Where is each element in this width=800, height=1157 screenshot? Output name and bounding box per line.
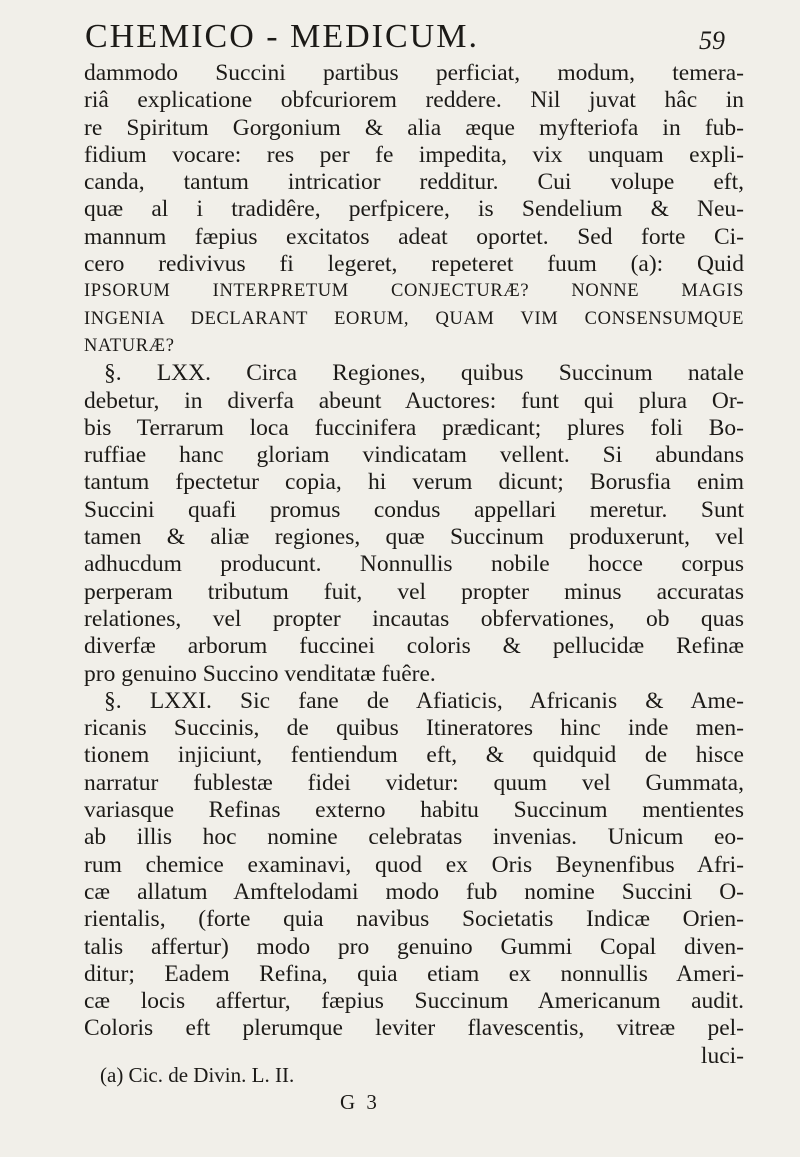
- text-line: ditur; Eadem Refina, quia etiam ex nonnullis Ameri-: [84, 960, 744, 987]
- catchword: luci-: [700, 1042, 744, 1069]
- text-line: cæ allatum Amftelodami modo fub nomine Succini O-: [84, 878, 744, 905]
- text-line: canda, tantum intricatior redditur. Cui volupe eft,: [84, 169, 744, 196]
- footnote: (a) Cic. de Divin. L. II.: [100, 1063, 295, 1087]
- text-line: §. LXXI. Sic fane de Afiaticis, Africanis & Ame-: [104, 687, 744, 714]
- text-line: §. LXX. Circa Regiones, quibus Succinum natale: [104, 360, 744, 387]
- text-line: cæ locis affertur, fæpius Succinum Americanum audit.: [84, 988, 744, 1015]
- signature-mark: G 3: [340, 1090, 380, 1114]
- text-line: debetur, in diverfa abeunt Auctores: funt qui plura Or-: [84, 387, 744, 414]
- text-line: tionem injiciunt, fentiendum eft, & quidquid de hisce: [84, 742, 744, 769]
- text-line: riâ explicatione obfcuriorem reddere. Nil juvat hâc in: [84, 87, 744, 114]
- text-line: relationes, vel propter incautas obfervationes, ob quas: [84, 605, 744, 632]
- text-line: Succini quafi promus condus appellari meretur. Sunt: [84, 496, 744, 523]
- text-line: fidium vocare: res per fe impedita, vix unquam expli-: [84, 141, 744, 168]
- text-line: rum chemice examinavi, quod ex Oris Beynenfibus Afri-: [84, 851, 744, 878]
- text-line: perperam tributum fuit, vel propter minus accuratas: [84, 578, 744, 605]
- text-line: adhucdum producunt. Nonnullis nobile hocce corpus: [84, 551, 744, 578]
- running-title: CHEMICO - MEDICUM.: [85, 18, 479, 55]
- page-number: 59: [699, 26, 725, 55]
- text-line: variasque Refinas externo habitu Succinum mentientes: [84, 797, 744, 824]
- text-line: rientalis, (forte quia navibus Societatis Indicæ Orien-: [84, 906, 744, 933]
- text-line: Coloris eft plerumque leviter flavescentis, vitreæ pel-: [84, 1015, 744, 1042]
- text-line: bis Terrarum loca fuccinifera prædicant; plures foli Bo-: [84, 414, 744, 441]
- text-line: IPSORUM INTERPRETUM CONJECTURÆ? NONNE MAGIS: [84, 281, 744, 302]
- text-line: INGENIA DECLARANT EORUM, QUAM VIM CONSENSUMQUE: [84, 308, 744, 329]
- text-line: talis affertur) modo pro genuino Gummi Copal diven-: [84, 933, 744, 960]
- text-line: quæ al i tradidêre, perfpicere, is Sendelium & Neu-: [84, 196, 744, 223]
- text-line: ab illis hoc nomine celebratas invenias. Unicum eo-: [84, 824, 744, 851]
- text-line: ruffiae hanc gloriam vindicatam vellent. Si abundans: [84, 442, 744, 469]
- text-line: tamen & aliæ regiones, quæ Succinum produxerunt, vel: [84, 524, 744, 551]
- text-line: cero redivivus fi legeret, repeteret fuum (a): Quid: [84, 251, 744, 278]
- text-line: pro genuino Succino venditatæ fuêre.: [84, 660, 436, 687]
- text-line: NATURÆ?: [84, 335, 175, 356]
- running-head: [85, 18, 725, 58]
- body-text: [84, 60, 744, 1070]
- text-line: re Spiritum Gorgonium & alia æque myfteriofa in fub-: [84, 114, 744, 141]
- text-line: mannum fæpius excitatos adeat oportet. Sed forte Ci-: [84, 223, 744, 250]
- text-line: tantum fpectetur copia, hi verum dicunt; Borusfia enim: [84, 469, 744, 496]
- text-line: dammodo Succini partibus perficiat, modum, temera-: [84, 60, 744, 86]
- text-line: ricanis Succinis, de quibus Itineratores hinc inde men-: [84, 715, 744, 742]
- text-line: diverfæ arborum fuccinei coloris & pellucidæ Refinæ: [84, 633, 744, 660]
- text-line: narratur fublestæ fidei videtur: quum vel Gummata,: [84, 769, 744, 796]
